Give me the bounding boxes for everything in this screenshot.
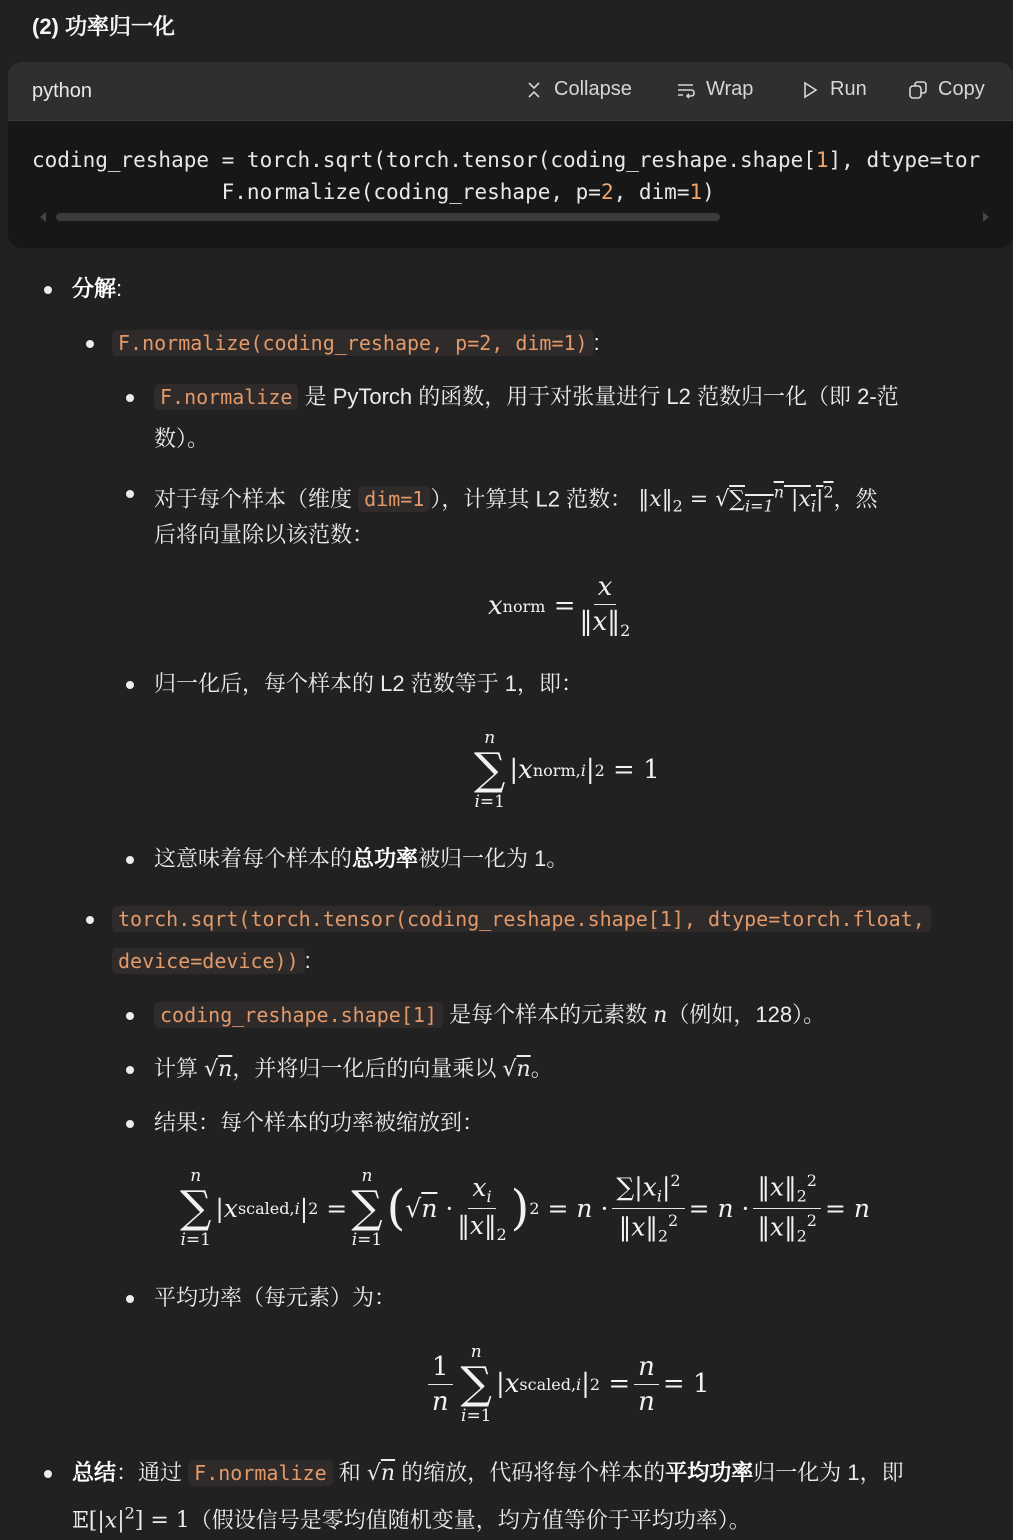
bullet-dot bbox=[126, 681, 134, 689]
bullet-dot bbox=[126, 1012, 134, 1020]
play-icon bbox=[800, 80, 820, 100]
list-item: torch.sqrt(torch.tensor(coding_reshape.shape[1], dtype=torch.float, bbox=[112, 903, 931, 935]
collapse-button[interactable] bbox=[524, 78, 632, 101]
list-item-continuation: 后将向量除以该范数： bbox=[154, 522, 375, 547]
bullet-dot bbox=[86, 916, 94, 924]
scroll-left-arrow[interactable] bbox=[40, 212, 46, 222]
bullet-dot bbox=[126, 1120, 134, 1128]
wrap-label: Wrap bbox=[706, 78, 754, 100]
section-title: (2) 功率归一化 bbox=[32, 14, 176, 39]
copy-label: Copy bbox=[938, 78, 985, 100]
code-language: python bbox=[32, 79, 93, 102]
list-item-continuation: 数）。 bbox=[154, 426, 210, 451]
bullet-dot bbox=[86, 340, 94, 348]
list-item: 分解: bbox=[72, 276, 123, 301]
bullet-dot bbox=[126, 394, 134, 402]
unit-norm-formula: n ∑ i=1 |x norm,i | 2 = 1 bbox=[474, 728, 660, 812]
bullet-dot bbox=[44, 286, 52, 294]
copy-button[interactable] bbox=[908, 78, 985, 101]
wrap-icon bbox=[676, 80, 696, 100]
list-item: 总结：通过 F.normalize 和 √n 的缩放，代码将每个样本的平均功率归一化为 1，即 bbox=[72, 1460, 904, 1486]
list-item: 结果：每个样本的功率被缩放到： bbox=[154, 1110, 485, 1135]
list-item: 对于每个样本（维度 dim=1 ），计算其 L2 范数： $‖x‖_2 = √\sum_{i=1}^n$ $|x_i|^2$，然 bbox=[154, 483, 878, 516]
bullet-dot bbox=[126, 490, 134, 498]
list-item: F.normalize 是 PyTorch 的函数，用于对张量进行 L2 范数归一化（即 2-范 bbox=[154, 381, 899, 413]
bullet-dot bbox=[126, 1066, 134, 1074]
bullet-dot bbox=[44, 1470, 52, 1478]
list-item: 平均功率（每元素）为： bbox=[154, 1285, 397, 1310]
bullet-dot bbox=[126, 1295, 134, 1303]
list-item: 计算 √n，并将归一化后的向量乘以 √n。 bbox=[154, 1056, 553, 1082]
list-item: 这意味着每个样本的总功率被归一化为 1。 bbox=[154, 846, 569, 871]
code-block bbox=[8, 62, 1013, 248]
scroll-right-arrow[interactable] bbox=[983, 212, 989, 222]
list-item: 归一化后，每个样本的 L2 范数等于 1，即： bbox=[154, 671, 584, 696]
bullet-dot bbox=[126, 856, 134, 864]
collapse-label: Collapse bbox=[554, 78, 632, 100]
list-item: F.normalize(coding_reshape, p=2, dim=1) : bbox=[112, 327, 600, 359]
normalization-formula: x norm = $\frac{x}{‖x‖_2}$ bbox=[488, 572, 631, 641]
collapse-icon bbox=[524, 80, 544, 100]
average-power-formula: $\frac{1}{n}$ n ∑ i=1 |x scaled,i | 2 = $\frac{n}{n}$ = 1 bbox=[424, 1342, 710, 1426]
list-item: coding_reshape.shape[1] 是每个样本的元素数 n（例如，128）。 bbox=[154, 999, 825, 1032]
wrap-button[interactable] bbox=[676, 78, 753, 101]
list-item-continuation: device=device)) : bbox=[112, 945, 311, 977]
run-button[interactable] bbox=[800, 78, 867, 101]
run-label: Run bbox=[830, 78, 867, 100]
l2-norm-formula: $‖x‖_2 = √\sum_{i=1}^n$ $|x_i|^2$ bbox=[638, 483, 834, 516]
scaled-power-formula: n ∑ i=1 |x scaled,i | 2 = n ∑ i=1 ( √ n · $\frac{x_i}{‖x‖_2}$ ) 2 = n · $\frac{\sum|x_i|^2}{‖x‖_2^2}$ = n · $\frac{‖x‖_2^2}{‖x‖_2^2}$ = n bbox=[180, 1166, 870, 1250]
list-item-continuation: $𝔼[|x|^2] = 1$（假设信号是零均值随机变量，均方值等价于平均功率）。 bbox=[72, 1504, 751, 1534]
code-content: coding_reshape = torch.sqrt(torch.tensor(coding_reshape.shape[1], dtype=tor F.normalize(coding_reshape, p=2, dim=1) bbox=[32, 148, 981, 204]
copy-icon bbox=[908, 80, 928, 100]
code-block-header bbox=[8, 62, 1013, 121]
horizontal-scrollbar[interactable] bbox=[56, 213, 720, 221]
